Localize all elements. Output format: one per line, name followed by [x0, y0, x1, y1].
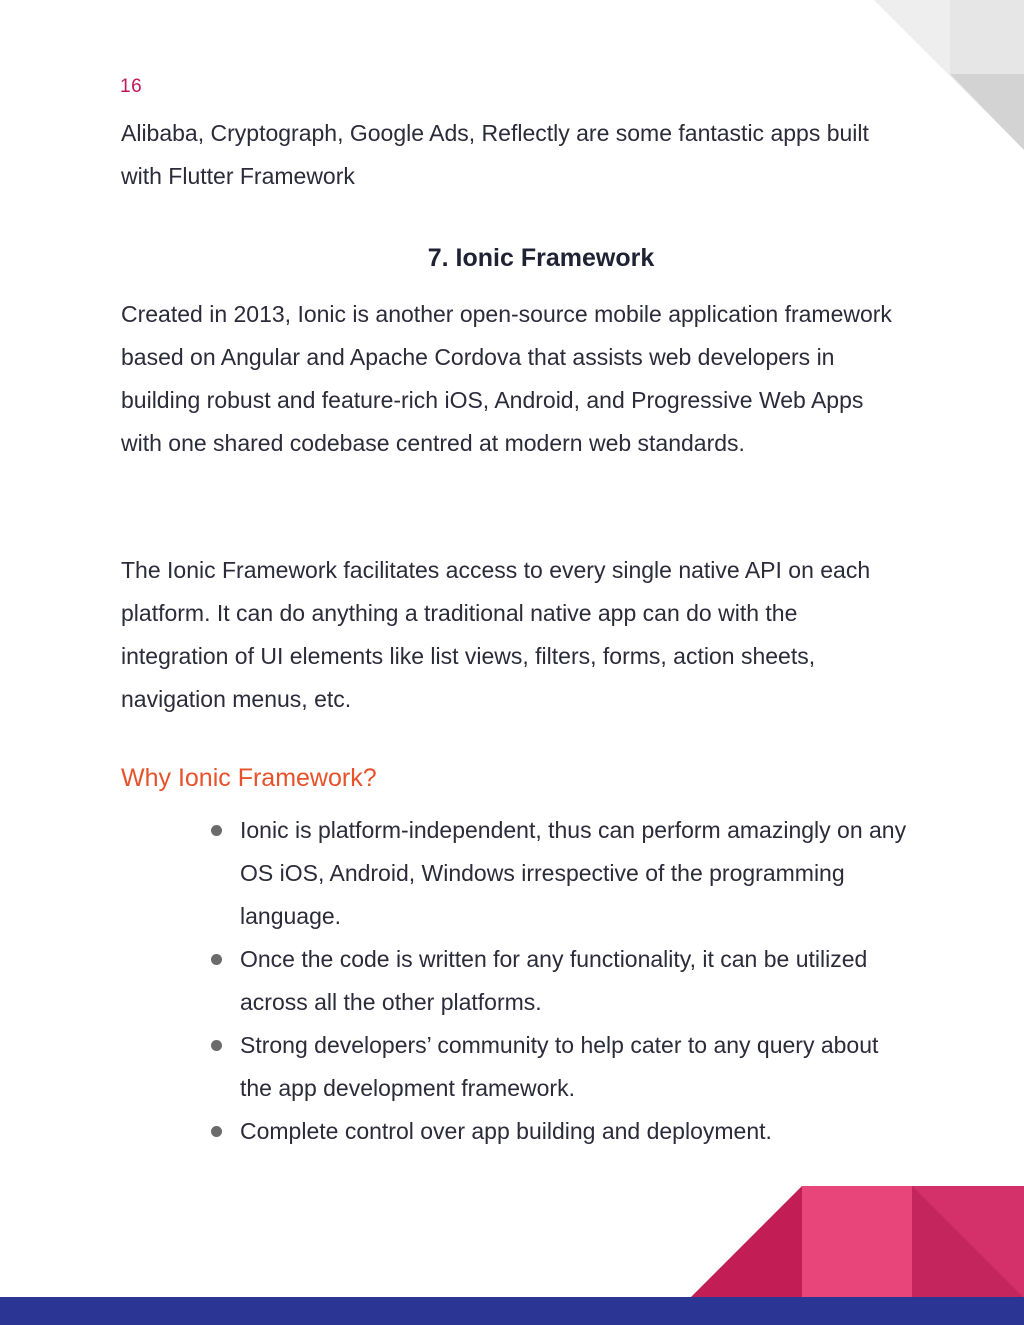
list-item-text: Complete control over app building and deployment. [240, 1118, 772, 1144]
deco-triangle-magenta [690, 1186, 802, 1298]
body-paragraph: Created in 2013, Ionic is another open-source mobile application framework based on Angular and Apache Cordova that assists web developers in building robust and feature-rich iOS, Android, and Progressive Web Apps with one shared codebase centred at modern web standards. [121, 301, 892, 456]
bullet-icon [211, 1126, 222, 1137]
list-item [209, 1110, 909, 1153]
corner-square [950, 0, 1024, 74]
bullet-list [209, 809, 909, 1153]
corner-decoration-bottom [690, 1186, 1024, 1298]
list-item-text: Once the code is written for any functionality, it can be utilized across all the other platforms. [240, 946, 868, 1015]
list-item-text: Ionic is platform-independent, thus can perform amazingly on any OS iOS, Android, Windows irrespective of the programming language. [240, 817, 907, 929]
why-subheading: Why Ionic Framework? [121, 764, 377, 792]
list-item [209, 1024, 909, 1110]
list-item-text: Strong developers’ community to help cater to any query about the app development framework. [240, 1032, 879, 1101]
bullet-icon [211, 1040, 222, 1051]
bullet-icon [211, 825, 222, 836]
deco-rect-pink [802, 1186, 912, 1298]
section-heading: 7. Ionic Framework [427, 244, 655, 272]
intro-paragraph: Alibaba, Cryptograph, Google Ads, Reflectly are some fantastic apps built with Flutter Framework [121, 120, 869, 189]
list-item [209, 809, 909, 938]
list-item [209, 938, 909, 1024]
footer-bar [0, 1297, 1024, 1325]
bullet-icon [211, 954, 222, 965]
page-number: 16 [120, 76, 143, 97]
body-paragraph: The Ionic Framework facilitates access to every single native API on each platform. It can do anything a traditional native app can do with the integration of UI elements like list views, filters, forms, action sheets, navigation menus, etc. [121, 557, 871, 712]
